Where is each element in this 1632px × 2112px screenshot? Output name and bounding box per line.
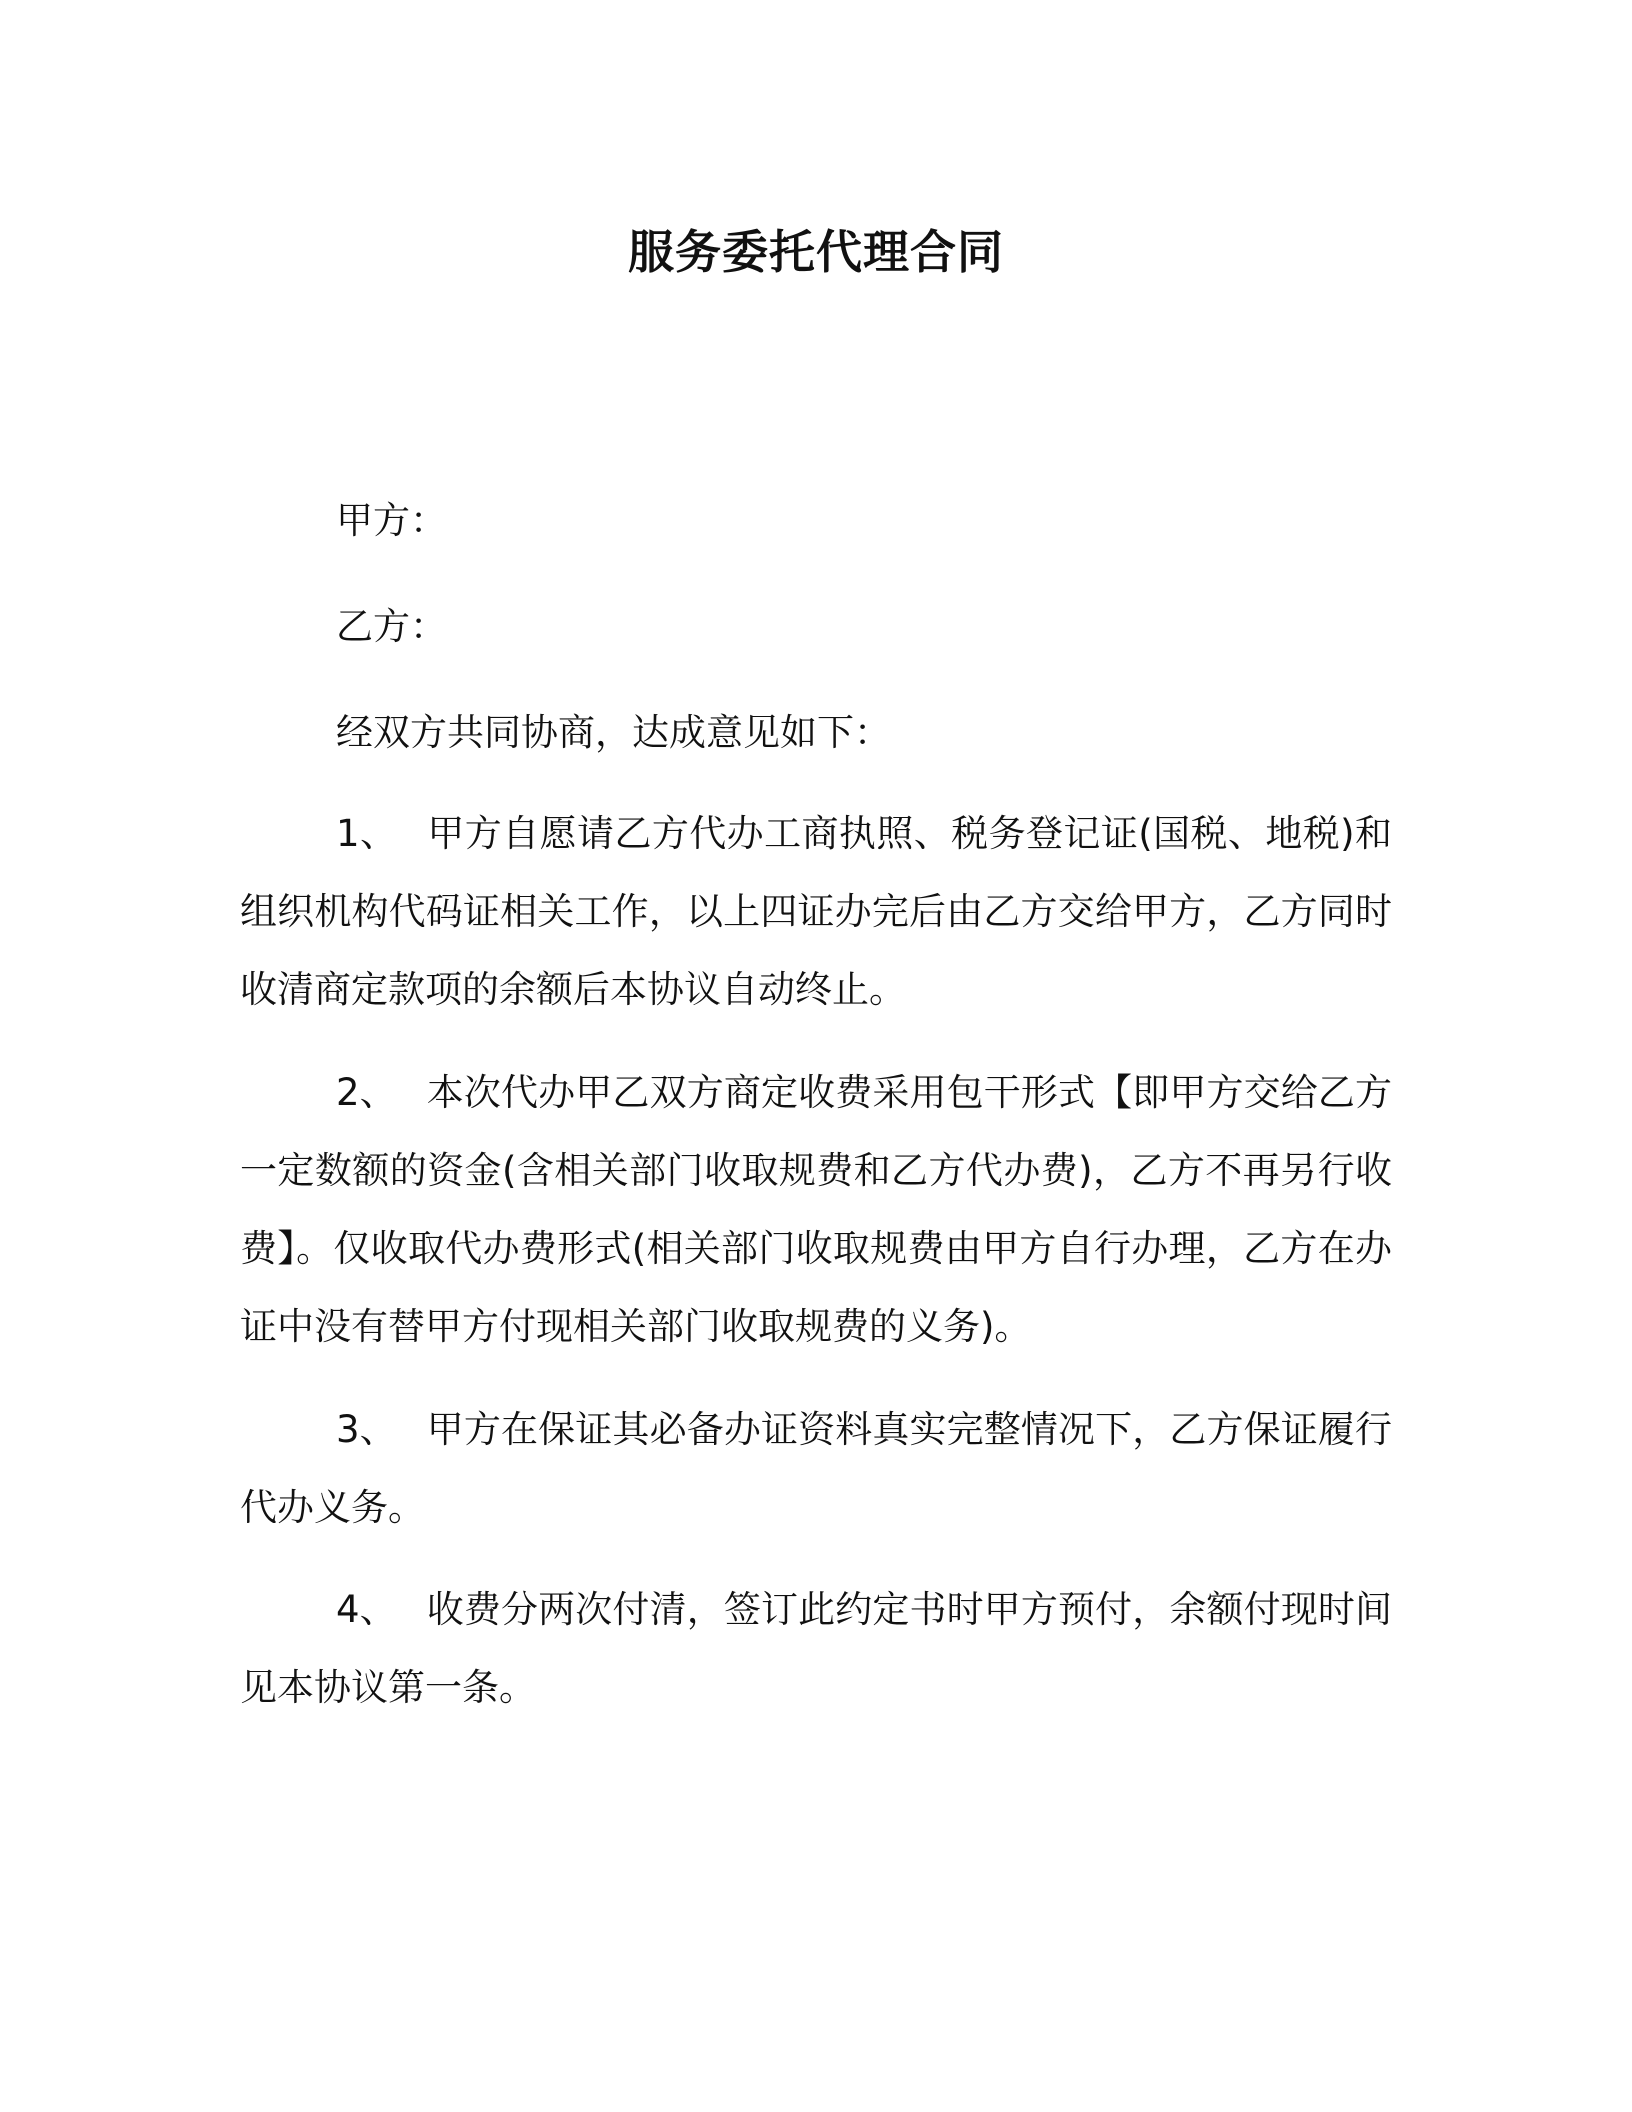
clause-1 xyxy=(240,795,1392,1029)
clause-text: 收费分两次付清，签订此约定书时甲方预付，余额付现时间见本协议第一条。 xyxy=(240,1588,1392,1709)
contract-title: 服务委托代理合同 xyxy=(628,225,1004,279)
clause-4 xyxy=(240,1571,1392,1727)
party-a-label: 甲方： xyxy=(336,499,447,542)
clause-text: 甲方自愿请乙方代办工商执照、税务登记证(国税、地税)和组织机构代码证相关工作，以上四证办完后由乙方交给甲方，乙方同时收清商定款项的余额后本协议自动终止。 xyxy=(240,812,1392,1011)
clause-3 xyxy=(240,1391,1392,1547)
clause-number: 3、 xyxy=(336,1408,397,1451)
clause-number: 1、 xyxy=(336,812,398,855)
clause-2 xyxy=(240,1054,1392,1366)
clause-text: 本次代办甲乙双方商定收费采用包干形式【即甲方交给乙方一定数额的资金(含相关部门收取规费和乙方代办费)，乙方不再另行收费】。仅收取代办费形式(相关部门收取规费由甲方自行办理，乙方在办证中没有替甲方付现相关部门收取规费的义务)。 xyxy=(240,1071,1392,1348)
clause-text: 甲方在保证其必备办证资料真实完整情况下，乙方保证履行代办义务。 xyxy=(240,1408,1392,1529)
clause-number: 4、 xyxy=(336,1588,397,1631)
party-b-label: 乙方： xyxy=(336,605,447,648)
intro-paragraph: 经双方共同协商，达成意见如下： xyxy=(336,711,891,754)
clause-number: 2、 xyxy=(336,1071,397,1114)
